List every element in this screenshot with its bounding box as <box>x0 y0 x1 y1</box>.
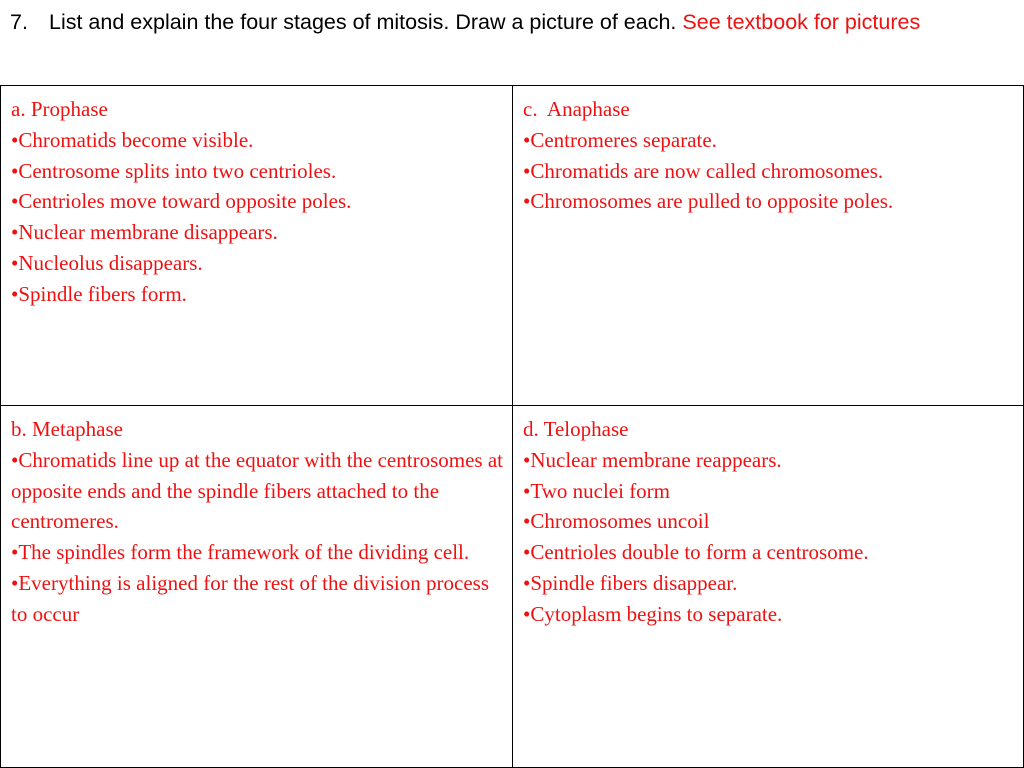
stage-heading-anaphase: c. Anaphase <box>523 97 630 121</box>
prophase-point: •Spindle fibers form. <box>11 281 187 306</box>
prophase-point: •Chromatids become visible. <box>11 127 254 152</box>
stages-table <box>0 85 1024 768</box>
stage-cell-telophase <box>513 406 1024 768</box>
metaphase-point: •Chromatids line up at the equator with the centrosomes at opposite ends and the spindle fibers attached to the centromeres. <box>11 447 503 534</box>
stage-heading-prophase: a. Prophase <box>11 97 108 121</box>
telophase-point: •Centrioles double to form a centrosome. <box>523 540 869 565</box>
question-textbook-note: See textbook for pictures <box>682 10 921 34</box>
question-prompt: List and explain the four stages of mitosis. Draw a picture of each. <box>49 10 683 34</box>
anaphase-point: •Chromatids are now called chromosomes. <box>523 158 884 183</box>
anaphase-point: •Centromeres separate. <box>523 127 717 152</box>
telophase-point: •Nuclear membrane reappears. <box>523 447 782 472</box>
prophase-point: •Nuclear membrane disappears. <box>11 220 278 245</box>
prophase-point: •Centrosome splits into two centrioles. <box>11 158 337 183</box>
stage-cell-anaphase <box>513 86 1024 406</box>
stage-cell-metaphase <box>1 406 513 768</box>
prophase-point: •Centrioles move toward opposite poles. <box>11 189 352 214</box>
telophase-point: •Spindle fibers disappear. <box>523 570 738 595</box>
stage-cell-prophase <box>1 86 513 406</box>
prophase-point: •Nucleolus disappears. <box>11 250 203 275</box>
anaphase-point: •Chromosomes are pulled to opposite poles. <box>523 189 894 214</box>
metaphase-point: •Everything is aligned for the rest of the division process to occur <box>11 570 489 626</box>
question-text <box>49 8 1009 37</box>
telophase-point: •Cytoplasm begins to separate. <box>523 601 783 626</box>
metaphase-point: •The spindles form the framework of the dividing cell. <box>11 540 470 565</box>
stage-heading-telophase: d. Telophase <box>523 417 629 441</box>
telophase-point: •Two nuclei form <box>523 478 671 503</box>
stage-heading-metaphase: b. Metaphase <box>11 417 123 441</box>
question-number: 7. <box>10 10 28 34</box>
telophase-point: •Chromosomes uncoil <box>523 509 710 534</box>
